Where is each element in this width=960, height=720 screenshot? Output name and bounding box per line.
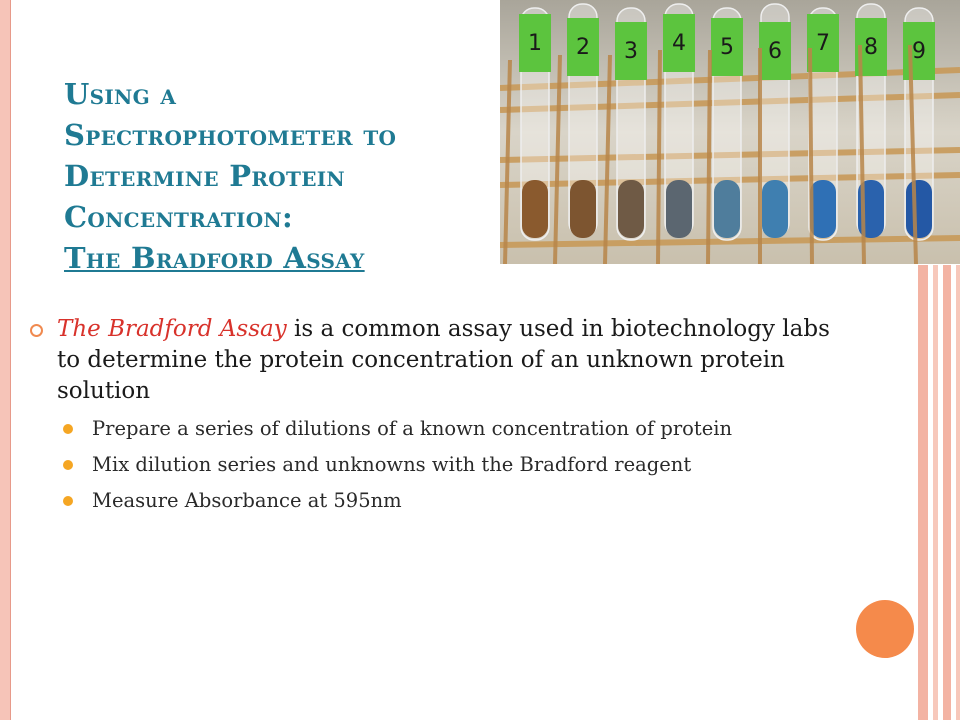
decorative-circle bbox=[856, 600, 914, 658]
slide-body bbox=[30, 314, 860, 523]
sub-bullet-text: Mix dilution series and unknowns with the Bradford reagent bbox=[92, 453, 692, 476]
sub-bullet-item bbox=[63, 487, 860, 514]
tube-number: 9 bbox=[912, 39, 926, 64]
tube-liquid bbox=[906, 180, 932, 238]
right-decorative-border bbox=[918, 265, 960, 720]
main-bullet-text: is a common assay used in biotechnology labs to determine the protein concentration of an unknown protein solution bbox=[57, 316, 830, 404]
slide-title bbox=[64, 74, 484, 279]
main-bullet bbox=[30, 314, 860, 407]
sub-bullet-text: Measure Absorbance at 595nm bbox=[92, 489, 402, 512]
tube-liquid bbox=[570, 180, 596, 238]
tube-liquid bbox=[810, 180, 836, 238]
tube-liquid bbox=[618, 180, 644, 238]
tube-number: 4 bbox=[672, 31, 686, 56]
tube-liquid bbox=[714, 180, 740, 238]
sub-bullet-dot bbox=[63, 424, 73, 434]
title-line: Determine Protein bbox=[64, 159, 345, 193]
tube-number: 3 bbox=[624, 39, 638, 64]
title-line: Spectrophotometer to bbox=[64, 118, 397, 152]
sub-bullet-dot bbox=[63, 460, 73, 470]
tube-number: 8 bbox=[864, 35, 878, 60]
tube-liquid bbox=[666, 180, 692, 238]
title-line-underlined: The Bradford Assay bbox=[64, 241, 365, 275]
tube-number: 5 bbox=[720, 35, 734, 60]
title-line: Concentration: bbox=[64, 200, 294, 234]
tube-number: 2 bbox=[576, 35, 590, 60]
bradford-assay-emphasis: The Bradford Assay bbox=[57, 316, 287, 342]
sub-bullet-item bbox=[63, 415, 860, 442]
sub-bullet-dot bbox=[63, 496, 73, 506]
tube-liquid bbox=[522, 180, 548, 238]
bullet-marker bbox=[30, 324, 43, 337]
sub-bullet-text: Prepare a series of dilutions of a known concentration of protein bbox=[92, 417, 733, 440]
tube-liquid bbox=[762, 180, 788, 238]
tube-number: 6 bbox=[768, 39, 782, 64]
sub-bullet-item bbox=[63, 451, 860, 478]
tube-number: 7 bbox=[816, 31, 830, 56]
title-line: Using a bbox=[64, 77, 177, 111]
left-decorative-border bbox=[0, 0, 11, 720]
tube-number: 1 bbox=[528, 31, 542, 56]
sub-bullet-list bbox=[30, 415, 860, 514]
test-tube-rack-photo bbox=[500, 0, 960, 264]
